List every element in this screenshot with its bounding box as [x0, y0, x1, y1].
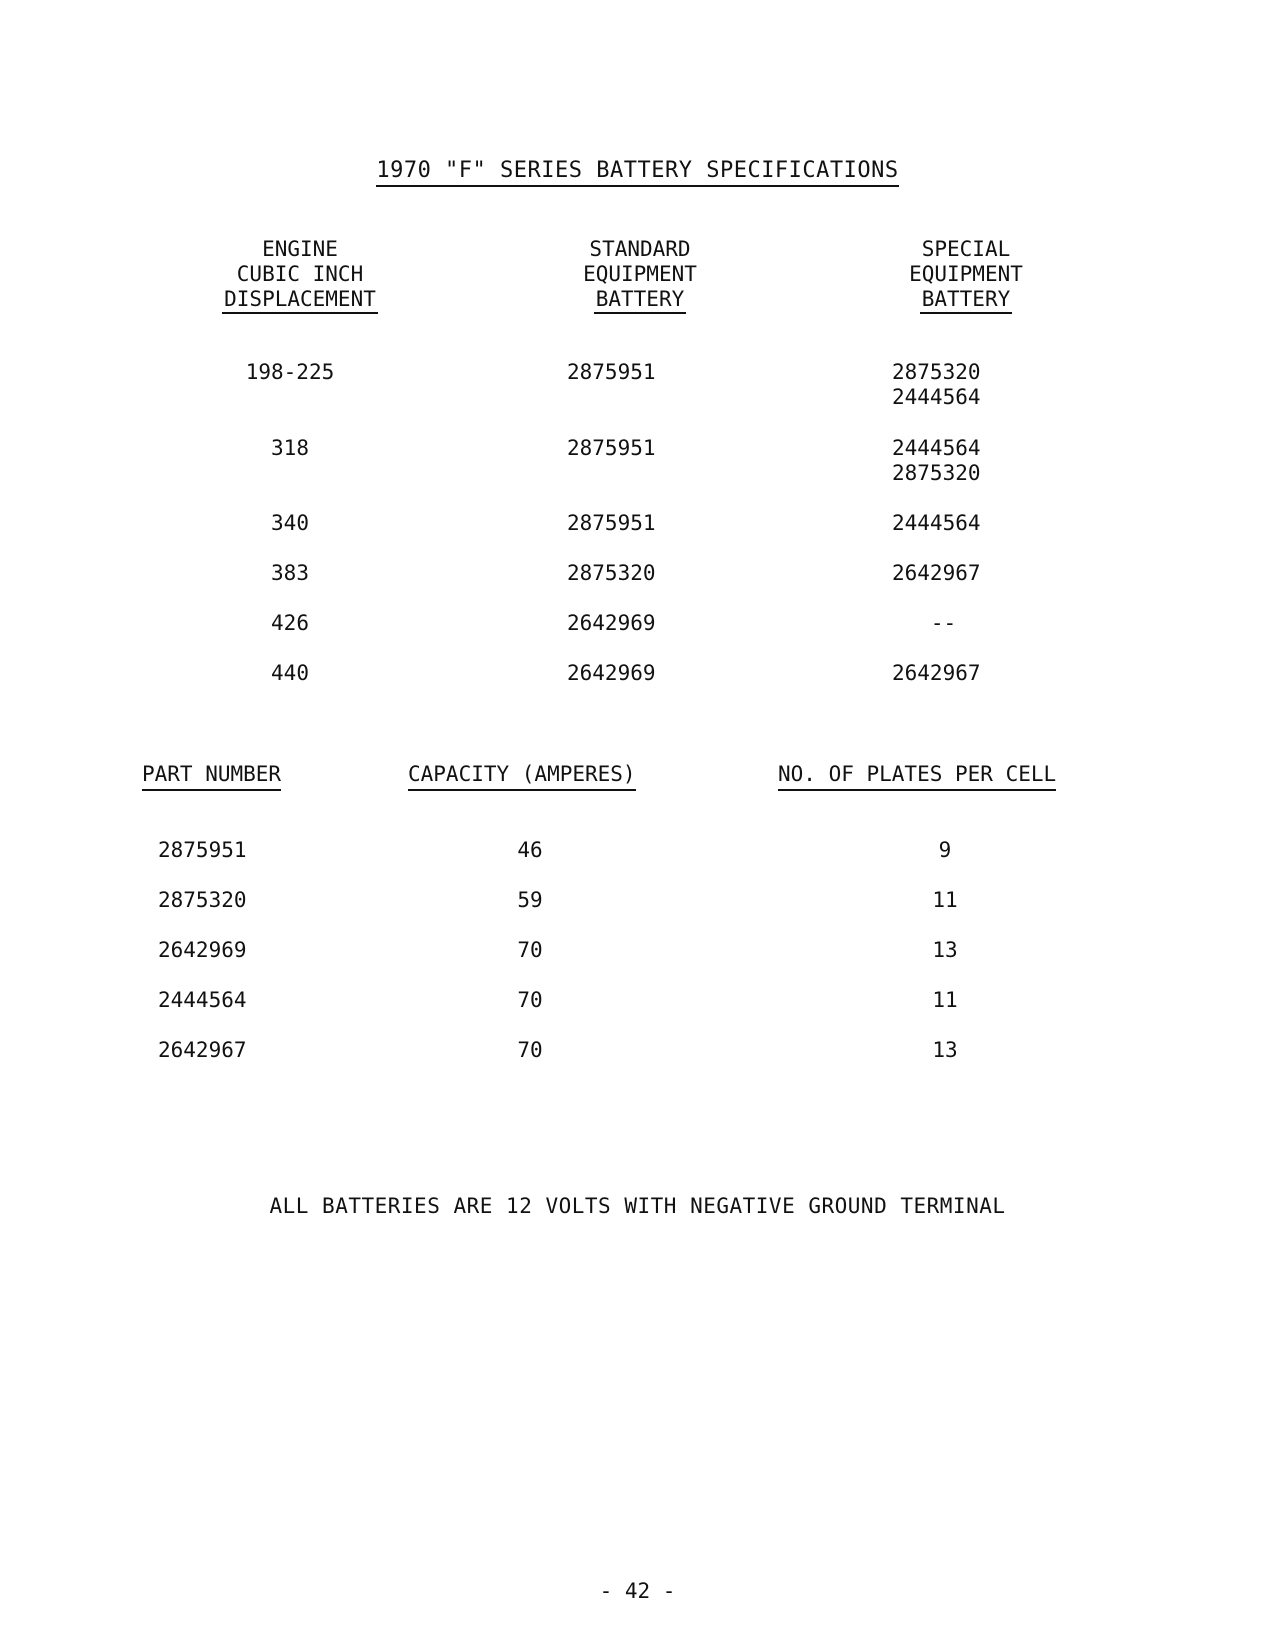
special-battery-value: 2642967: [892, 561, 981, 585]
special-battery-value: 2875320: [892, 360, 981, 384]
special-battery-value: --: [930, 611, 957, 635]
part-number-cell: 2642967: [158, 1038, 247, 1062]
header-line: BATTERY: [594, 287, 687, 314]
part-number-cell: 2642969: [158, 938, 247, 962]
header-special-battery: [866, 237, 1066, 312]
footnote: ALL BATTERIES ARE 12 VOLTS WITH NEGATIVE GROUND TERMINAL: [269, 1194, 1006, 1218]
header-standard-battery: [540, 237, 740, 312]
engine-displacement-cell: 318: [271, 436, 309, 460]
engine-displacement-cell: 383: [271, 561, 309, 585]
header-capacity: [408, 762, 636, 786]
capacity-cell: 70: [517, 988, 543, 1012]
header-line: STANDARD: [589, 237, 691, 261]
special-battery-cell: [892, 511, 981, 536]
special-battery-cell: [892, 561, 981, 586]
special-battery-value: 2642967: [892, 661, 981, 685]
header-line: ENGINE: [262, 237, 338, 261]
special-battery-cell: [892, 436, 981, 486]
special-battery-cell: [892, 611, 995, 636]
plates-cell: 9: [938, 838, 952, 862]
standard-battery-cell: 2875951: [567, 360, 656, 384]
plates-cell: 11: [932, 988, 958, 1012]
standard-battery-cell: 2875320: [567, 561, 656, 585]
capacity-cell: 46: [517, 838, 543, 862]
standard-battery-cell: 2642969: [567, 661, 656, 685]
header-line: EQUIPMENT: [583, 262, 697, 286]
plates-cell: 13: [932, 938, 958, 962]
capacity-cell: 70: [517, 1038, 543, 1062]
standard-battery-cell: 2642969: [567, 611, 656, 635]
plates-cell: 11: [932, 888, 958, 912]
engine-displacement-cell: 340: [271, 511, 309, 535]
header-part-number-text: PART NUMBER: [142, 762, 281, 791]
header-line: DISPLACEMENT: [222, 287, 378, 314]
engine-displacement-cell: 440: [271, 661, 309, 685]
page-title-text: 1970 "F" SERIES BATTERY SPECIFICATIONS: [376, 158, 898, 187]
page-title: [0, 158, 1275, 183]
header-engine-displacement: [200, 237, 400, 312]
standard-battery-cell: 2875951: [567, 511, 656, 535]
header-line: EQUIPMENT: [909, 262, 1023, 286]
header-plates-per-cell-text: NO. OF PLATES PER CELL: [778, 762, 1056, 791]
part-number-cell: 2875320: [158, 888, 247, 912]
part-number-cell: 2875951: [158, 838, 247, 862]
plates-cell: 13: [932, 1038, 958, 1062]
header-line: CUBIC INCH: [236, 262, 364, 286]
header-capacity-text: CAPACITY (AMPERES): [408, 762, 636, 791]
engine-displacement-cell: 198-225: [245, 360, 335, 384]
part-number-cell: 2444564: [158, 988, 247, 1012]
header-line: SPECIAL: [921, 237, 1011, 261]
header-part-number: [142, 762, 281, 786]
special-battery-value: 2444564: [892, 436, 981, 460]
header-line: BATTERY: [920, 287, 1013, 314]
special-battery-cell: [892, 360, 981, 410]
special-battery-value: 2444564: [892, 385, 981, 409]
standard-battery-cell: 2875951: [567, 436, 656, 460]
capacity-cell: 59: [517, 888, 543, 912]
capacity-cell: 70: [517, 938, 543, 962]
header-plates-per-cell: [778, 762, 1056, 786]
engine-displacement-cell: 426: [271, 611, 309, 635]
special-battery-cell: [892, 661, 981, 686]
special-battery-value: 2444564: [892, 511, 981, 535]
special-battery-value: 2875320: [892, 461, 981, 485]
page-number: - 42 -: [599, 1579, 676, 1603]
